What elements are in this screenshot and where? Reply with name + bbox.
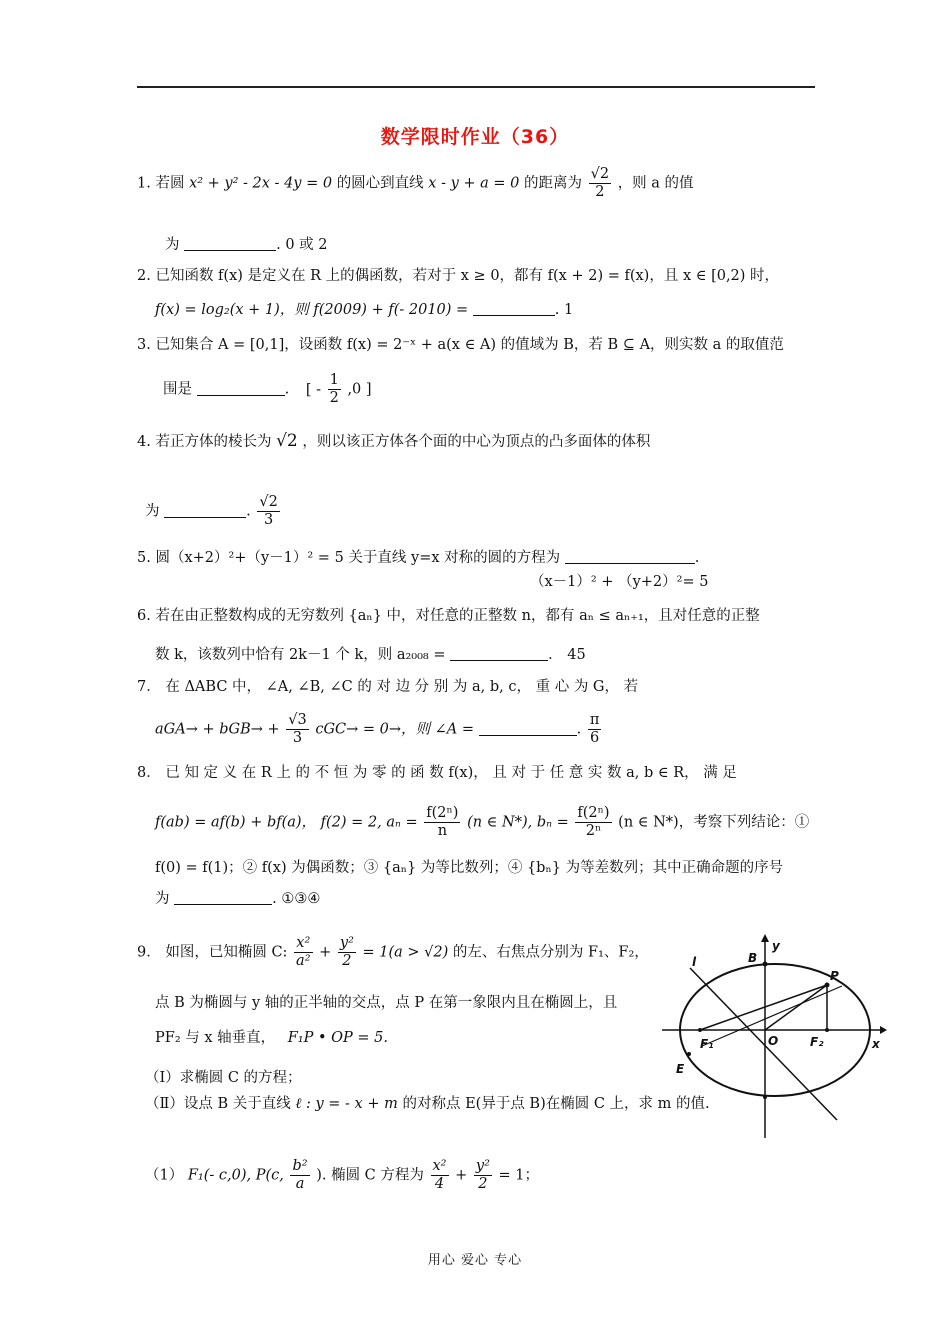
q7-line1 xyxy=(137,677,638,697)
q1-lead: 若圆 xyxy=(155,175,185,192)
q6-text-line1: 若在由正整数构成的无穷数列 {aₙ} 中，对任意的正整数 n，都有 aₙ ≤ aₙ₊₁，且对任意的正整 xyxy=(155,608,760,624)
q9-number: 9． xyxy=(137,944,161,961)
q6-answer-blank xyxy=(450,646,548,661)
q3-answer-close: ,0 ] xyxy=(347,381,372,398)
page-footer: 用心 爱心 专心 xyxy=(427,1253,523,1268)
q9-x-fraction xyxy=(294,935,312,970)
q9-solution-y-numerator: y² xyxy=(475,1158,490,1174)
q1-mid: 的圆心到直线 xyxy=(336,175,424,192)
q3-line1 xyxy=(137,335,784,355)
q9-line1 xyxy=(137,935,649,970)
q9-solution-tail: = 1； xyxy=(498,1167,539,1184)
q9-line3-lead: PF₂ 与 x 轴垂直， xyxy=(155,1030,276,1046)
q4-line2: 为 . $\frac{√2}{3}$ xyxy=(145,494,278,528)
q1-tail2: ，则 a 的值 xyxy=(617,175,694,192)
q5-text: 圆（x+2）²+（y－1）² = 5 关于直线 y=x 对称的圆的方程为 xyxy=(155,550,561,566)
q3-answer-open: [ - xyxy=(305,381,321,398)
q7-answer-blank xyxy=(479,721,577,736)
q4-edge-length: √2 xyxy=(276,431,298,451)
q9-solution-x-numerator: x² xyxy=(432,1158,447,1174)
q1-line2-lead: 为 xyxy=(165,237,180,253)
q6-text-line2: 数 k，该数列中恰有 2k－1 个 k，则 a₂₀₀₈ = xyxy=(155,647,446,663)
q6-number: 6. xyxy=(137,608,151,624)
q8-answer-blank xyxy=(174,890,272,905)
q1-answer: 0 或 2 xyxy=(285,237,328,253)
label-b: B xyxy=(748,951,758,965)
q9-solution-lead: （1） xyxy=(145,1167,184,1184)
q7-answer-denominator: 6 xyxy=(590,730,600,746)
q1-distance-denominator: 2 xyxy=(595,184,605,200)
q8-condition: f(ab) = af(b) + bf(a)， f(2) = 2, aₙ = xyxy=(155,814,418,831)
q1-line-equation: x - y + a = 0 xyxy=(428,175,520,192)
q6-line1 xyxy=(137,606,760,626)
q4-line1-lead: 若正方体的棱长为 xyxy=(155,434,272,450)
segment-o-p xyxy=(765,985,827,1030)
q8-text-line3: f(0) = f(1)；② f(x) 为偶函数；③ {aₙ} 为等比数列；④ {bₙ} 为等差数列；其中正确命题的序号 xyxy=(155,860,784,876)
q8-line4: 为 . ①③④ xyxy=(155,891,321,907)
q2-answer-blank xyxy=(473,301,555,316)
q9-part1-text: （Ⅰ）求椭圆 C 的方程； xyxy=(145,1070,302,1086)
q5-answer-blank xyxy=(565,549,695,564)
q9-y-numerator: y² xyxy=(339,935,354,951)
q9-y-denominator: 2 xyxy=(342,953,352,969)
q5-answer: （x－1）² + （y+2）²= 5 xyxy=(530,574,709,590)
q9-solution xyxy=(145,1158,539,1193)
q3-number: 3. xyxy=(137,337,151,353)
q3-answer-blank xyxy=(197,381,285,396)
q2-line2: f(x) = log₂(x + 1)，则 f(2009) + f(- 2010) = . 1 xyxy=(155,302,574,318)
q9-text-line2: 点 B 为椭圆与 y 轴的正半轴的交点，点 P 在第一象限内且在椭圆上，且 xyxy=(155,995,618,1011)
q1-line2: 为 . 0 或 2 xyxy=(165,237,328,253)
q9-line1-tail: 的左、右焦点分别为 F₁、F₂， xyxy=(452,944,649,961)
q8-bn-lead: (n ∈ N*), bₙ = xyxy=(467,814,569,831)
q9-solution-x-denominator: 4 xyxy=(434,1176,445,1192)
q4-answer-blank xyxy=(164,503,246,518)
q8-bn-denominator: 2ⁿ xyxy=(585,823,602,839)
label-y: y xyxy=(772,939,780,953)
q9-line2 xyxy=(155,993,617,1013)
label-e: E xyxy=(676,1062,685,1076)
q9-dot-product: F₁P • OP = 5. xyxy=(287,1030,388,1046)
q8-number: 8． xyxy=(137,765,161,781)
q8-an-fraction xyxy=(424,805,460,840)
q3-line2-lead: 围是 xyxy=(163,381,192,398)
q9-condition: = 1(a > √2) xyxy=(362,944,449,961)
q8-line2-tail: (n ∈ N*)，考察下列结论：① xyxy=(618,814,810,831)
q9-solution-y-denominator: 2 xyxy=(478,1176,488,1192)
q1-line1 xyxy=(137,166,694,201)
q9-plus: + xyxy=(319,944,332,961)
q9-part2 xyxy=(145,1094,710,1114)
q1-number: 1. xyxy=(137,175,151,192)
q2-line1 xyxy=(137,266,779,286)
q9-x-numerator: x² xyxy=(294,935,312,953)
q3-text-line1: 已知集合 A = [0,1]，设函数 f(x) = 2⁻ˣ + a(x ∈ A) 的值域为 B，若 B ⊆ A，则实数 a 的取值范 xyxy=(155,337,784,353)
q9-solution-plus: + xyxy=(455,1167,468,1184)
page-title: 数学限时作业（36） xyxy=(380,126,570,148)
q8-line2 xyxy=(155,805,809,840)
header-rule xyxy=(137,86,815,88)
q1-answer-blank xyxy=(184,236,276,251)
q7-vector-mid: cGC→ = 0→，则 ∠A = xyxy=(315,721,475,738)
ellipse-figure xyxy=(662,928,887,1138)
q1-tail1: 的距离为 xyxy=(524,175,582,192)
q9-line3 xyxy=(155,1028,388,1048)
q5-answer-line xyxy=(530,572,708,592)
q2-text-line1: 已知函数 f(x) 是定义在 R 上的偶函数，若对于 x ≥ 0，都有 f(x + 2) = f(x)，且 x ∈ [0,2) 时， xyxy=(155,268,780,284)
q7-answer-fraction xyxy=(588,712,602,747)
q8-bn-fraction xyxy=(575,805,611,840)
q9-y-fraction xyxy=(338,935,356,970)
segment-f1-p xyxy=(700,985,827,1030)
point-e xyxy=(687,1052,691,1056)
point-bottom xyxy=(763,1095,767,1099)
q4-line1-tail: ，则以该正方体各个面的中心为顶点的凸多面体的体积 xyxy=(302,434,651,450)
q8-answer: ①③④ xyxy=(281,891,321,907)
q2-number: 2. xyxy=(137,268,151,284)
q8-line3 xyxy=(155,858,783,878)
label-p: P xyxy=(830,969,839,983)
point-f1 xyxy=(698,1028,702,1032)
q4-answer-numerator: √2 xyxy=(259,494,278,510)
q9-part2-lead: （Ⅱ）设点 B 关于直线 xyxy=(145,1096,291,1112)
q8-an-denominator: n xyxy=(437,823,448,839)
q6-line2: 数 k，该数列中恰有 2k－1 个 k，则 a₂₀₀₈ = ． 45 xyxy=(155,647,586,663)
q3-answer-numerator: 1 xyxy=(329,372,339,388)
q1-distance-fraction xyxy=(589,166,611,201)
q9-solution-b-numerator: b² xyxy=(292,1158,308,1174)
point-p xyxy=(825,983,830,988)
q9-part2-line: ℓ : y = - x + m xyxy=(295,1096,398,1112)
q9-solution-b-fraction xyxy=(290,1158,309,1193)
q1-circle-equation: x² + y² - 2x - 4y = 0 xyxy=(189,175,333,192)
q3-line2: 围是 . [ - $\frac{1}{2}$ ,0 ] xyxy=(163,372,372,406)
x-axis-arrow xyxy=(880,1026,887,1034)
q7-text-line1: 在 ΔABC 中， ∠A, ∠B, ∠C 的 对 边 分 别 为 a, b, c， 重 心 为 G， 若 xyxy=(165,679,639,695)
label-o: O xyxy=(768,1034,779,1048)
q3-answer-denominator: 2 xyxy=(329,390,339,406)
label-f2: F₂ xyxy=(810,1035,824,1049)
q1-distance-numerator: √2 xyxy=(590,166,610,182)
label-x: x xyxy=(872,1037,880,1051)
y-axis-arrow xyxy=(761,934,769,942)
q7-vector-lead: aGA→ + bGB→ + xyxy=(155,721,280,738)
q8-text-line1: 已 知 定 义 在 R 上 的 不 恒 为 零 的 函 数 f(x)， 且 对 于 任 意 实 数 a, b ∈ R， 满 足 xyxy=(165,765,737,781)
q9-line1-lead: 如图，已知椭圆 C: xyxy=(165,944,288,961)
q9-solution-mid: ). 椭圆 C 方程为 xyxy=(316,1167,424,1184)
q7-coefficient-numerator: √3 xyxy=(288,712,307,728)
q2-answer: 1 xyxy=(564,302,574,318)
q7-coefficient-fraction xyxy=(286,712,308,747)
q4-answer-denominator: 3 xyxy=(263,512,274,528)
point-b xyxy=(763,962,768,967)
q8-line4-lead: 为 xyxy=(155,891,170,907)
q9-part1 xyxy=(145,1068,302,1088)
q9-x-denominator: a² xyxy=(296,953,311,969)
q6-answer: 45 xyxy=(567,647,586,663)
q9-solution-points: F₁(- c,0), P(c, xyxy=(187,1167,284,1184)
q4-line1 xyxy=(137,431,650,452)
q4-number: 4. xyxy=(137,434,151,450)
label-l: l xyxy=(692,955,697,969)
q5-line1: 5. 圆（x+2）²+（y－1）² = 5 关于直线 y=x 对称的圆的方程为 . xyxy=(137,550,700,566)
q9-solution-x-fraction xyxy=(431,1158,449,1193)
q9-solution-y-fraction xyxy=(474,1158,492,1193)
q8-bn-numerator: f(2ⁿ) xyxy=(577,805,610,821)
label-f1: F₁ xyxy=(700,1037,714,1051)
point-f2 xyxy=(825,1028,829,1032)
q8-an-numerator: f(2ⁿ) xyxy=(426,805,459,821)
q8-line1 xyxy=(137,763,737,783)
q7-line2: aGA→ + bGB→ + $\frac{√3}{3}$ cGC→ = 0→，则 ∠A = . $\frac{\pi}{6}$ xyxy=(155,712,600,746)
q7-number: 7． xyxy=(137,679,161,695)
q9-part2-tail: 的对称点 E(异于点 B)在椭圆 C 上，求 m 的值. xyxy=(402,1096,710,1112)
q3-answer-fraction xyxy=(328,372,341,407)
q9-solution-b-denominator: a xyxy=(295,1176,305,1192)
q7-answer-numerator: π xyxy=(589,712,600,728)
q4-line2-lead: 为 xyxy=(145,503,160,520)
q7-coefficient-denominator: 3 xyxy=(292,730,303,746)
q4-answer-fraction xyxy=(257,494,279,529)
q2-text-line2: f(x) = log₂(x + 1)，则 f(2009) + f(- 2010) = xyxy=(155,302,469,318)
q5-number: 5. xyxy=(137,550,151,566)
